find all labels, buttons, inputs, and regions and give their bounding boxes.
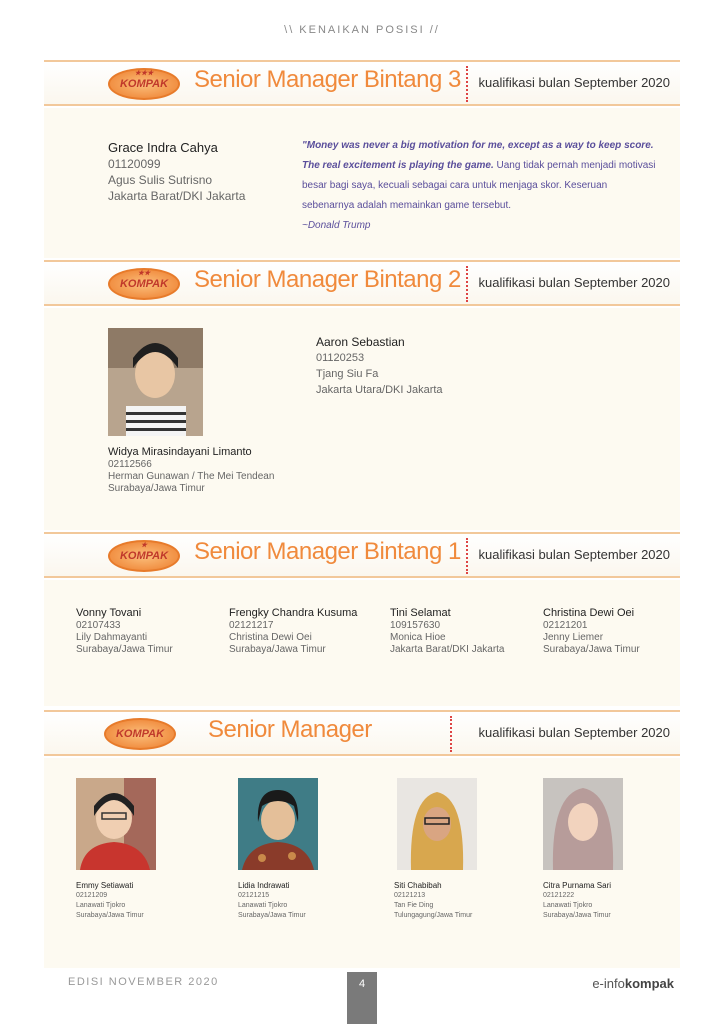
logo-text: KOMPAK	[119, 550, 169, 562]
person-sponsor: Tan Fie Ding	[394, 902, 434, 909]
person-card	[543, 607, 640, 656]
brand-bold: kompak	[624, 976, 674, 991]
section-title: Senior Manager Bintang 3	[194, 66, 461, 93]
edition-label: EDISI NOVEMBER 2020	[68, 976, 219, 988]
brand-wordmark	[592, 976, 674, 991]
person-name: Vonny Tovani	[76, 607, 142, 619]
section-header-sm1	[44, 532, 680, 578]
person-id: 109157630	[390, 620, 441, 631]
person-sponsor: Tjang Siu Fa	[316, 368, 379, 380]
qualification-text: kualifikasi bulan September 2020	[478, 75, 670, 90]
person-location: Surabaya/Jawa Timur	[76, 644, 173, 655]
person-sponsor: Monica Hioe	[390, 632, 446, 643]
quote-author: ~Donald Trump	[302, 220, 371, 231]
person-card	[316, 334, 443, 398]
logo-text: KOMPAK	[115, 728, 165, 740]
person-id: 01120099	[108, 157, 161, 171]
star-icon: ★★	[137, 270, 151, 277]
section-title: Senior Manager	[208, 716, 372, 743]
person-id: 02107433	[76, 620, 121, 631]
person-sponsor: Jenny Liemer	[543, 632, 604, 643]
divider	[466, 538, 468, 574]
person-sponsor: Herman Gunawan / The Mei Tendean	[108, 471, 275, 482]
person-id: 02121222	[543, 892, 575, 899]
kompak-logo	[108, 540, 180, 572]
quote-block	[302, 136, 662, 236]
person-id: 02121213	[394, 892, 426, 899]
person-id: 02121217	[229, 620, 274, 631]
person-photo	[238, 778, 318, 870]
person-name: Aaron Sebastian	[316, 335, 405, 349]
person-card	[76, 880, 144, 921]
section-header-sm3	[44, 60, 680, 106]
person-location: Surabaya/Jawa Timur	[229, 644, 326, 655]
person-card	[108, 446, 274, 495]
person-location: Tulungagung/Jawa Timur	[394, 912, 473, 919]
person-card	[394, 880, 472, 921]
person-card	[108, 140, 245, 204]
person-sponsor: Lily Dahmayanti	[76, 632, 148, 643]
section-header-sm2	[44, 260, 680, 306]
qualification-text: kualifikasi bulan September 2020	[478, 547, 670, 562]
person-location: Jakarta Utara/DKI Jakarta	[316, 384, 443, 396]
person-name: Citra Purnama Sari	[543, 881, 612, 890]
star-icon: ★	[140, 542, 148, 549]
divider	[450, 716, 452, 752]
kompak-logo	[108, 68, 180, 100]
qualification-text: kualifikasi bulan September 2020	[478, 725, 670, 740]
person-card	[229, 607, 357, 656]
person-card	[238, 880, 306, 921]
section-header-sm	[44, 710, 680, 756]
star-icon: ★★★	[134, 70, 154, 77]
divider	[466, 266, 468, 302]
person-id: 02112566	[108, 459, 152, 470]
person-card	[76, 607, 173, 656]
person-card	[390, 607, 505, 656]
kompak-logo	[104, 718, 176, 750]
person-name: Tini Selamat	[390, 607, 451, 619]
person-photo	[108, 328, 203, 436]
person-id: 02121215	[238, 892, 270, 899]
person-name: Lidia Indrawati	[238, 881, 290, 890]
person-name: Christina Dewi Oei	[543, 607, 635, 619]
person-location: Surabaya/Jawa Timur	[238, 912, 306, 919]
person-sponsor: Lanawati Tjokro	[76, 902, 126, 909]
person-location: Jakarta Barat/DKI Jakarta	[108, 189, 246, 203]
person-location: Surabaya/Jawa Timur	[108, 483, 205, 494]
person-sponsor: Christina Dewi Oei	[229, 632, 312, 643]
brand-prefix: e-info	[592, 976, 625, 991]
person-name: Siti Chabibah	[394, 881, 442, 890]
person-location: Surabaya/Jawa Timur	[543, 912, 611, 919]
person-location: Surabaya/Jawa Timur	[76, 912, 144, 919]
quote-indonesian: Uang tidak pernah menjadi motivasi besar bagi saya, kecuali sebagai cara untuk menjaga skor. Keseruan sebenarnya adalah memainkan game tersebut.	[302, 160, 656, 211]
divider	[466, 66, 468, 102]
section-label: \\ KENAIKAN POSISI //	[284, 24, 440, 36]
person-location: Surabaya/Jawa Timur	[543, 644, 640, 655]
person-name: Emmy Setiawati	[76, 881, 134, 890]
person-sponsor: Lanawati Tjokro	[543, 902, 593, 909]
section-title: Senior Manager Bintang 1	[194, 538, 461, 565]
person-name: Frengky Chandra Kusuma	[229, 607, 358, 619]
person-name: Grace Indra Cahya	[108, 140, 218, 155]
quote-english: "Money was never a big motivation for me, except as a way to keep score. The real excitement is playing the game.	[302, 140, 654, 171]
kompak-logo	[108, 268, 180, 300]
person-card	[543, 880, 611, 921]
page-number: 4	[347, 972, 377, 1024]
person-photo	[397, 778, 477, 870]
logo-text: KOMPAK	[119, 278, 169, 290]
person-name: Widya Mirasindayani Limanto	[108, 446, 252, 458]
person-id: 01120253	[316, 352, 365, 364]
person-location: Jakarta Barat/DKI Jakarta	[390, 644, 505, 655]
logo-text: KOMPAK	[119, 78, 169, 90]
qualification-text: kualifikasi bulan September 2020	[478, 275, 670, 290]
person-photo	[76, 778, 156, 870]
person-sponsor: Lanawati Tjokro	[238, 902, 288, 909]
person-photo	[543, 778, 623, 870]
section-title: Senior Manager Bintang 2	[194, 266, 461, 293]
person-id: 02121209	[76, 892, 108, 899]
person-id: 02121201	[543, 620, 588, 631]
person-sponsor: Agus Sulis Sutrisno	[108, 173, 213, 187]
